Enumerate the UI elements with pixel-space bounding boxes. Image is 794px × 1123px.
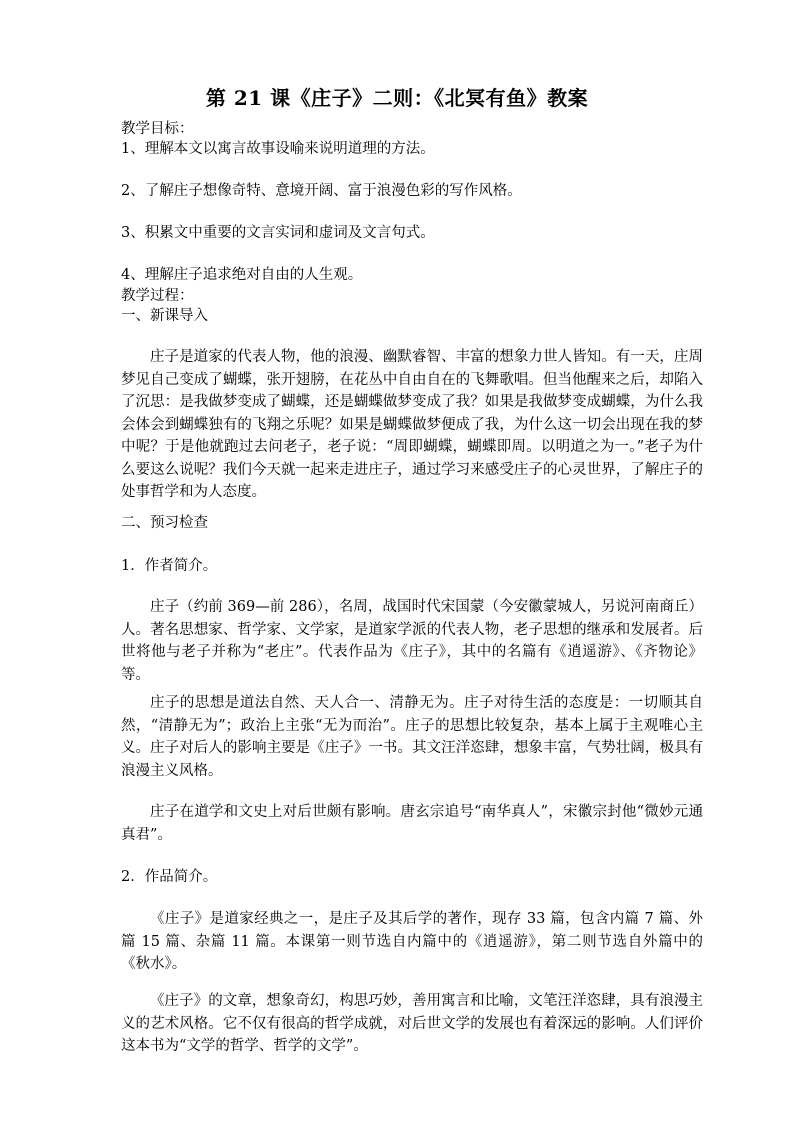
objectives-heading: 教学目标： xyxy=(121,121,194,137)
work-paragraph-2: 《庄子》的文章，想象奇幻，构思巧妙，善用寓言和比喻，文笔汪洋恣肆，具有浪漫主义的艺术风格。它不仅有很高的哲学成就，对后世文学的发展也有着深远的影响。人们评价这本书为“文学的哲学、哲学的文学”。 xyxy=(121,993,703,1054)
intro-paragraph: 庄子是道家的代表人物，他的浪漫、幽默睿智、丰富的想象力世人皆知。有一天，庄周梦见自己变成了蝴蝶，张开翅膀，在花丛中自由自在的飞舞歌唱。但当他醒来之后，却陷入了沉思：是我做梦变成了蝴蝶，还是蝴蝶做梦变成了我？如果是我做梦变成蝴蝶，为什么我会体会到蝴蝶独有的飞翔之乐呢？如果是蝴蝶做梦便成了我，为什么这一切会出现在我的梦中呢？于是他就跑过去问老子，老子说：“周即蝴蝶，蝴蝶即周。以明道之为一。”老子为什么要这么说呢？我们今天就一起来走进庄子，通过学习来感受庄子的心灵世界，了解庄子的处事哲学和为人态度。 xyxy=(121,349,703,500)
objective-2: 2、了解庄子想像奇特、意境开阔、富于浪漫色彩的写作风格。 xyxy=(121,183,522,199)
document-title: 第 21 课《庄子》二则：《北冥有鱼》教案 xyxy=(205,86,589,110)
author-paragraph-2: 庄子的思想是道法自然、天人合一、清静无为。庄子对待生活的态度是：一切顺其自然，“清静无为”；政治上主张“无为而治”。庄子的思想比较复杂，基本上属于主观唯心主义。庄子对后人的影响主要是《庄子》一书。其文汪洋恣肆，想象丰富，气势壮阔，极具有浪漫主义风格。 xyxy=(121,695,703,779)
author-intro-heading: 1．作者简介。 xyxy=(121,558,218,574)
work-paragraph-1: 《庄子》是道家经典之一，是庄子及其后学的著作，现存 33 篇，包含内篇 7 篇、外篇 15 篇、杂篇 11 篇。本课第一则节选自内篇中的《逍遥游》，第二则节选自外篇中的《秋水》。 xyxy=(121,911,703,972)
process-heading: 教学过程： xyxy=(121,288,194,304)
author-paragraph-1: 庄子（约前 369—前 286），名周，战国时代宋国蒙（今安徽蒙城人，另说河南商丘）人。著名思想家、哲学家、文学家，是道家学派的代表人物，老子思想的继承和发展者。后世将他与老子并称为“老庄”。代表作品为《庄子》，其中的名篇有《逍遥游》、《齐物论》等。 xyxy=(121,599,703,683)
author-paragraph-3: 庄子在道学和文史上对后世颇有影响。唐玄宗追号“南华真人”，宋徽宗封他“微妙元通真君”。 xyxy=(121,804,703,843)
objective-4: 4、理解庄子追求绝对自由的人生观。 xyxy=(121,267,363,283)
work-intro-heading: 2．作品简介。 xyxy=(121,869,218,885)
section-2-heading: 二、预习检查 xyxy=(121,515,208,531)
objective-3: 3、积累文中重要的文言实词和虚词及文言句式。 xyxy=(121,225,435,241)
objective-1: 1、理解本文以寓言故事设喻来说明道理的方法。 xyxy=(121,141,435,157)
section-1-heading: 一、新课导入 xyxy=(121,308,208,324)
